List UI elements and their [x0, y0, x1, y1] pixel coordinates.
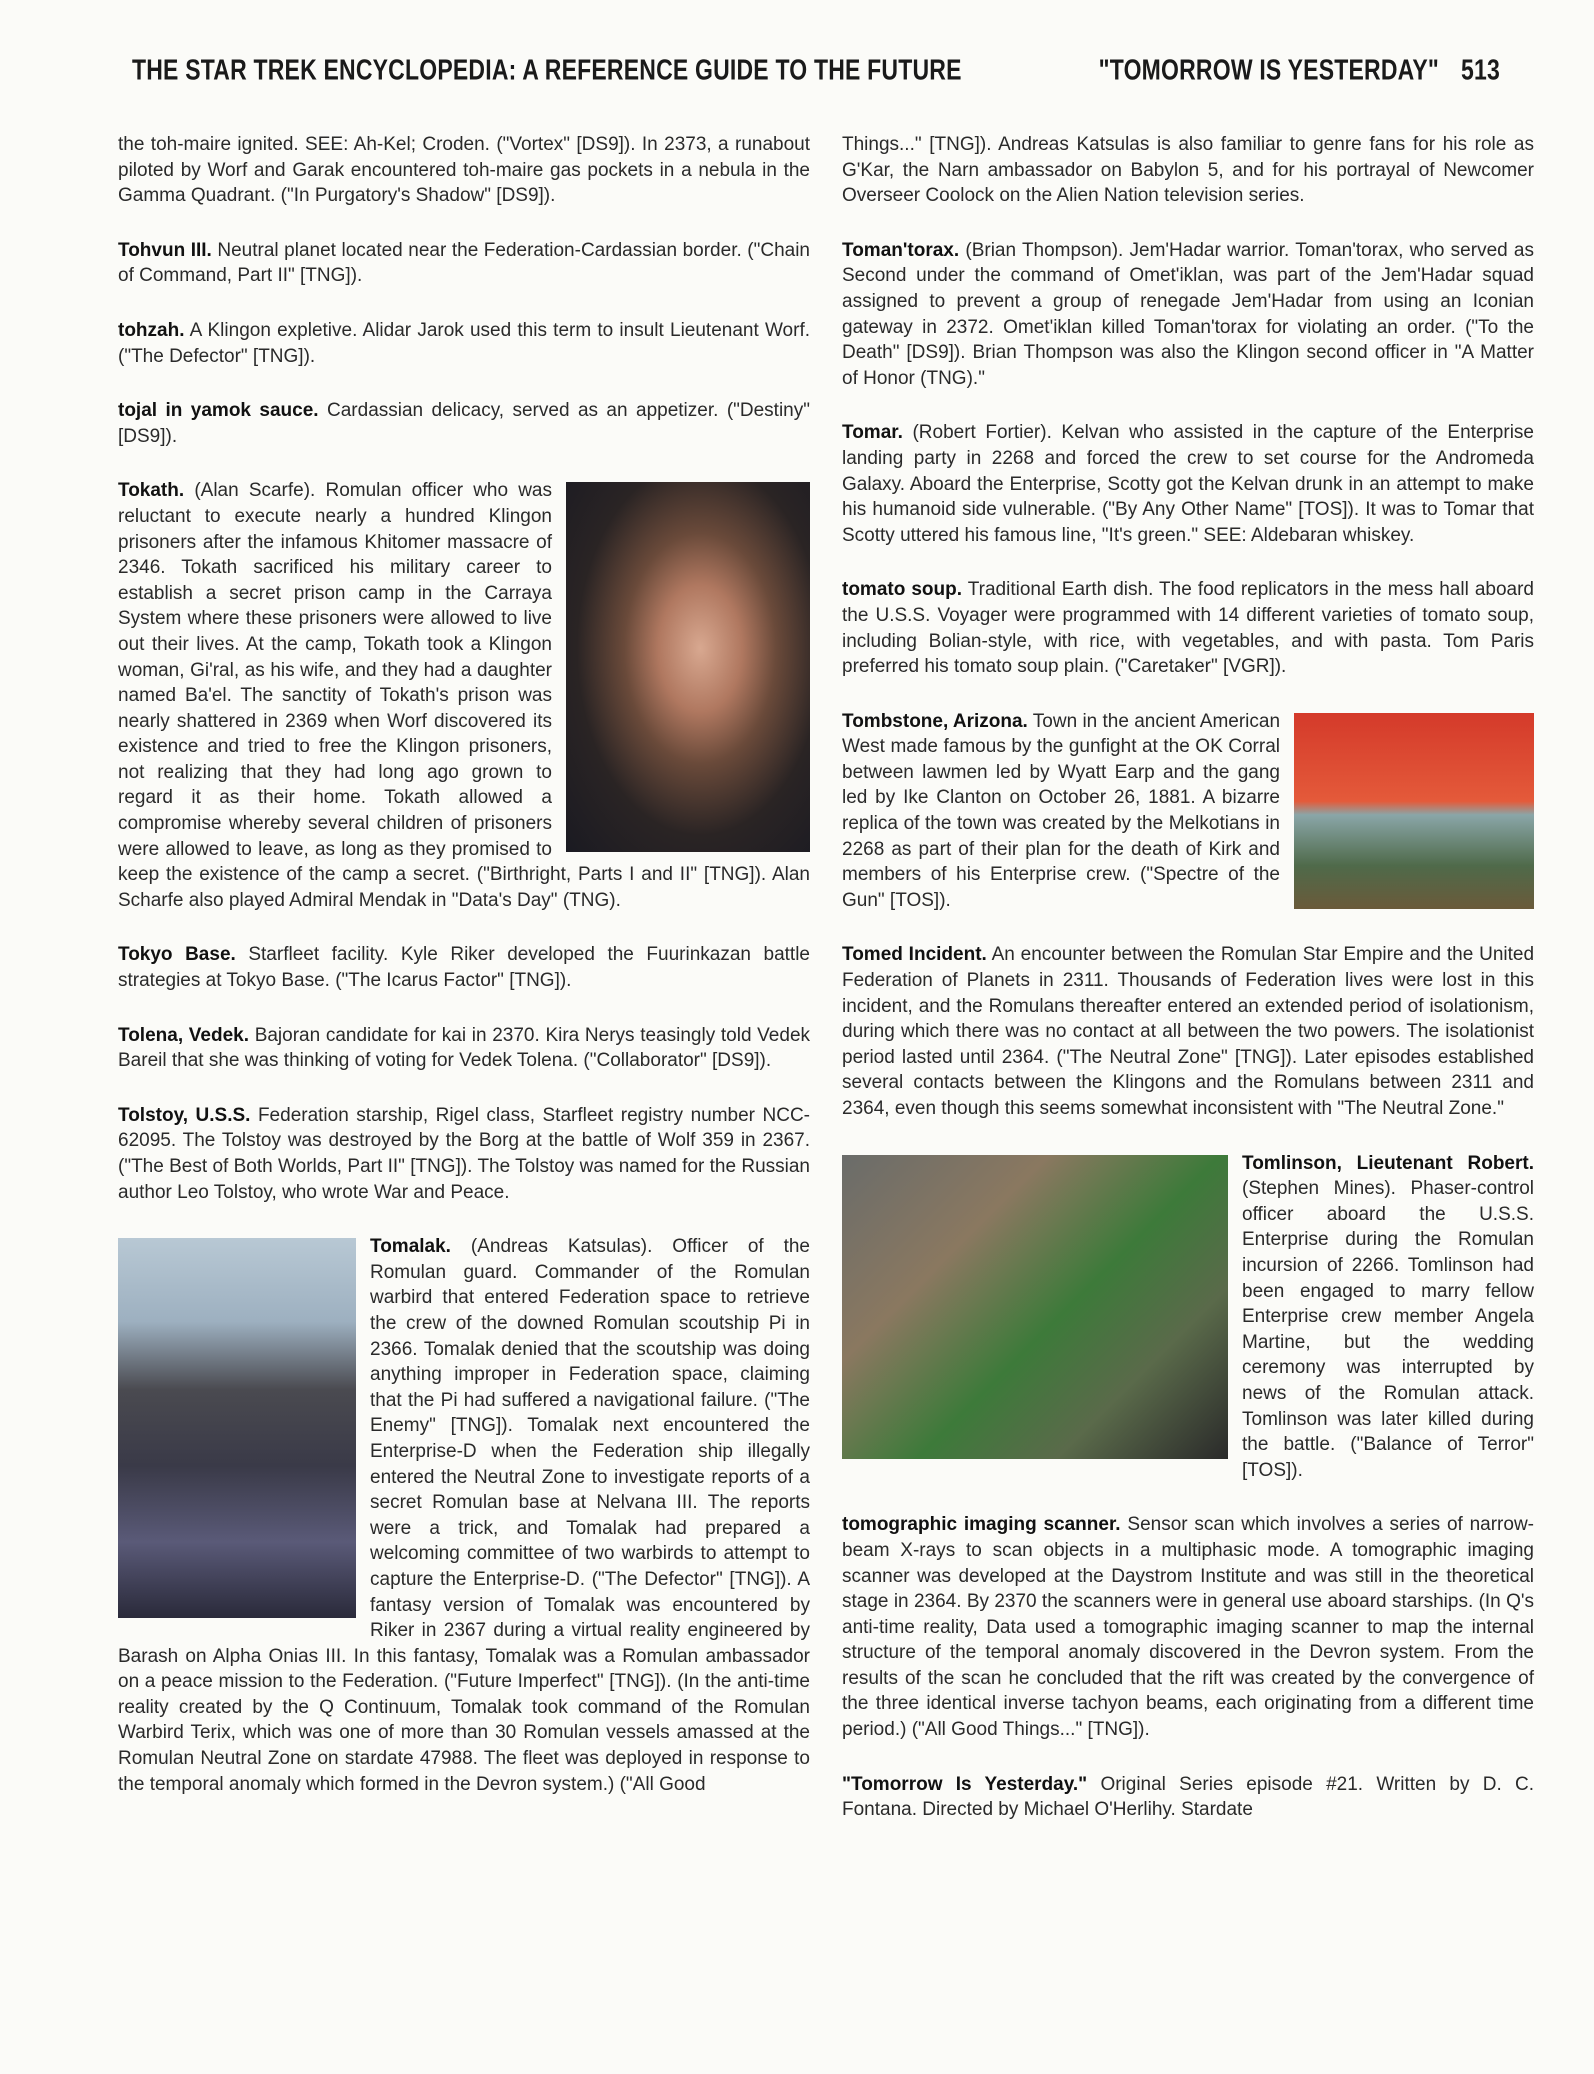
right-column — [842, 132, 1534, 1852]
entry-tomato-soup: tomato soup. Traditional Earth dish. The food replicators in the mess hall aboard the U.S.S. Voyager were programmed with 14 different varieties of tomato soup, including Bolian-style, with rice, with vegetables, and with pasta. Tom Paris preferred his tomato soup plain. ("Caretaker" [VGR]). — [842, 579, 1534, 678]
book-title: THE STAR TREK ENCYCLOPEDIA: A REFERENCE GUIDE TO THE FUTURE — [132, 53, 962, 86]
episode-title: "TOMORROW IS YESTERDAY" — [1098, 53, 1440, 86]
entry-tomed-incident: Tomed Incident. An encounter between the Romulan Star Empire and the United Federation of Planets in 2311. Thousands of Federation lives were lost in this incident, and the Romulans thereafter entered an extended period of isolationism, during which there was no contact at all between the two powers. The isolationist period lasted until 2364. ("The Neutral Zone" [TNG]). Later episodes established several contacts between the Klingons and the Romulans between 2311 and 2364, even though this seems somewhat inconsistent with "The Neutral Zone." — [842, 944, 1535, 1119]
entry-tokath: Tokath. (Alan Scarfe). Romulan officer who was reluctant to execute nearly a hundred Klingon prisoners after the infamous Khitomer massacre of 2346. Tokath sacrificed his military career to establish a secret prison camp in the Carraya System where these prisoners were allowed to live out their lives. At the camp, Tokath took a Klingon woman, Gi'ral, as his wife, and they had a daughter named Ba'el. The sanctity of Tokath's prison was nearly shattered in 2369 when Worf discovered its existence and tried to free the Klingon prisoners, not realizing that they had long ago grown to regard it as their home. Tokath allowed a compromise whereby several children of prisoners were allowed to leave, as long as they promised to keep the existence of the camp a secret. ("Birthright, Parts I and II" [TNG]). Alan Scharfe also played Admiral Mendak in "Data's Day" (TNG). — [118, 480, 810, 911]
left-column — [118, 132, 810, 1826]
entry-tojal: tojal in yamok sauce. Cardassian delicacy, served as an appetizer. ("Destiny" [DS9]). — [118, 400, 810, 447]
entry-tokyo-base: Tokyo Base. Starfleet facility. Kyle Riker developed the Fuurinkazan battle strategies at Tokyo Base. ("The Icarus Factor" [TNG]). — [118, 944, 810, 992]
tombstone-photo — [1294, 713, 1534, 909]
entry-tohzah: tohzah. A Klingon expletive. Alidar Jarok used this term to insult Lieutenant Worf. ("The Defector" [TNG]). — [118, 319, 811, 367]
page-number: 513 — [1461, 53, 1500, 86]
entry-tomar: Tomar. (Robert Fortier). Kelvan who assisted in the capture of the Enterprise landing party in 2268 and forced the crew to set course for the Andromeda Galaxy. Aboard the Enterprise, Scotty got the Kelvan drunk in an attempt to make his humanoid side vulnerable. ("By Any Other Name" [TOS]). It was to Tomar that Scotty uttered his famous line, "It's green." SEE: Aldebaran whiskey. — [842, 422, 1534, 546]
entry-tomlinson: Tomlinson, Lieutenant Robert. (Stephen Mines). Phaser-control officer aboard the U.S.S. Enterprise during the Romulan incursion of 2266. Tomlinson had been engaged to marry fellow Enterprise crew member Angela Martine, but the wedding ceremony was interrupted by news of the Romulan attack. Tomlinson was later killed during the battle. ("Balance of Terror" [TOS]). — [842, 1151, 1534, 1484]
entry-tolena: Tolena, Vedek. Bajoran candidate for kai in 2370. Kira Nerys teasingly told Vedek Bareil that she was thinking of voting for Vedek Tolena. ("Collaborator" [DS9]). — [118, 1024, 811, 1072]
entry-tomographic-scanner: tomographic imaging scanner. Sensor scan which involves a series of narrow-beam X-rays to scan objects in a multiphasic mode. A tomographic imaging scanner was developed at the Daystrom Institute and was still in the theoretical stage in 2364. By 2370 the scanners were in general use aboard starships. (In Q's anti-time reality, Data used a tomographic imaging scanner to map the internal structure of the temporal anomaly discovered in the Devron system. From the results of the scan he concluded that the rift was created by the convergence of the three identical inverse tachyon beams, each originating from a different time period.) ("All Good Things..." [TNG]). — [842, 1514, 1534, 1741]
entry-tomalak-continued: Things..." [TNG]). Andreas Katsulas is also familiar to genre fans for his role as G'Kar, the Narn ambassador on Babylon 5, and for his portrayal of Newcomer Overseer Coolock on the Alien Nation television series. — [842, 134, 1534, 207]
entry-tomalak: Tomalak. (Andreas Katsulas). Officer of the Romulan guard. Commander of the Romulan warbird that entered Federation space to retrieve the crew of the downed Romulan scoutship Pi in 2366. Tomalak denied that the scoutship was doing anything improper in Federation space, claiming that the Pi had suffered a navigational failure. ("The Enemy" [TNG]). Tomalak next encountered the Enterprise-D when the Federation ship illegally entered the Neutral Zone to investigate reports of a secret Romulan base at Nelvana III. The reports were a trick, and Tomalak had prepared a welcoming committee of two warbirds to attempt to capture the Enterprise-D. ("The Defector" [TNG]). A fantasy version of Tomalak was encountered by Riker in 2367 during a virtual reality engineered by Barash on Alpha Onias III. In this fantasy, Tomalak was a Romulan ambassador on a peace mission to the Federation. ("Future Imperfect" [TNG]). (In the anti-time reality created by the Q Continuum, Tomalak took command of the Romulan Warbird Terix, which was one of more than 30 Romulan vessels amassed at the Romulan Neutral Zone on stardate 47988. The fleet was deployed in response to the temporal anomaly which formed in the Devron system.) ("All Good — [118, 1236, 810, 1795]
entry-tolstoy: Tolstoy, U.S.S. Federation starship, Rigel class, Starfleet registry number NCC-62095. The Tolstoy was destroyed by the Borg at the battle of Wolf 359 in 2367. ("The Best of Both Worlds, Part II" [TNG]). The Tolstoy was named for the Russian author Leo Tolstoy, who wrote War and Peace. — [118, 1104, 810, 1203]
entry-tomorrow-is-yesterday: "Tomorrow Is Yesterday." Original Series episode #21. Written by D. C. Fontana. Directed by Michael O'Herlihy. Stardate — [842, 1773, 1534, 1821]
section-title — [1099, 53, 1500, 87]
tomalak-photo — [118, 1238, 356, 1618]
running-header — [122, 43, 1520, 93]
tokath-photo — [566, 482, 810, 852]
entry-toh-maire-continued: the toh-maire ignited. SEE: Ah-Kel; Croden. ("Vortex" [DS9]). In 2373, a runabout piloted by Worf and Garak encountered toh-maire gas pockets in a nebula in the Gamma Quadrant. ("In Purgatory's Shadow" [DS9]). — [118, 134, 810, 207]
entry-tombstone: Tombstone, Arizona. Town in the ancient American West made famous by the gunfight at the OK Corral between lawmen led by Wyatt Earp and the gang led by Ike Clanton on October 26, 1881. A bizarre replica of the town was created by the Melkotians in 2268 as part of their plan for the death of Kirk and members of his Enterprise crew. ("Spectre of the Gun" [TOS]). — [842, 709, 1534, 914]
entry-tomantorax: Toman'torax. (Brian Thompson). Jem'Hadar warrior. Toman'torax, who served as Second under the command of Omet'iklan, was part of the Jem'Hadar squad assigned to prevent a group of renegade Jem'Hadar from using an Iconian gateway in 2372. Omet'iklan killed Toman'torax for violating an order. ("To the Death" [DS9]). Brian Thompson was also the Klingon second officer in "A Matter of Honor (TNG)." — [842, 239, 1534, 389]
tomlinson-photo — [842, 1155, 1228, 1459]
entry-tohvun-iii: Tohvun III. Neutral planet located near the Federation-Cardassian border. ("Chain of Command, Part II" [TNG]). — [118, 239, 810, 287]
